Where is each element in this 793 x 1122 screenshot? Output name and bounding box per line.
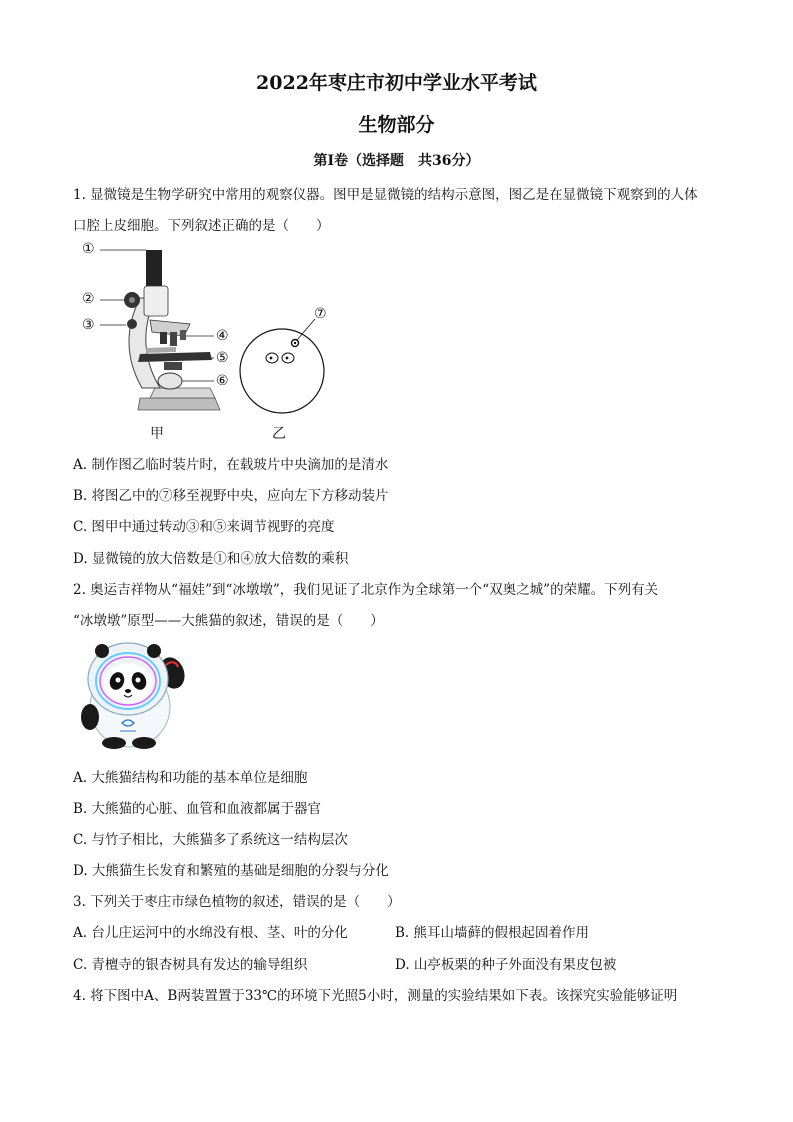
q1-stem-line2: 口腔上皮细胞。下列叙述正确的是（ ） (73, 218, 330, 234)
q2-option-c: C. 与竹子相比，大熊猫多了系统这一结构层次 (73, 832, 348, 848)
q2-option-b: B. 大熊猫的心脏、血管和血液都属于器官 (73, 801, 322, 817)
label-5: ⑤ (216, 350, 229, 366)
caption-yi: 乙 (272, 426, 286, 442)
label-7: ⑦ (314, 306, 327, 322)
q1-stem-line1: 1. 显微镜是生物学研究中常用的观察仪器。图甲是显微镜的结构示意图，图乙是在显微镜下观察到的人体 (73, 187, 698, 203)
q2-option-d: D. 大熊猫生长发育和繁殖的基础是细胞的分裂与分化 (73, 863, 389, 879)
label-6: ⑥ (216, 373, 229, 389)
caption-jia: 甲 (150, 426, 164, 442)
q3-option-d: D. 山亭板栗的种子外面没有果皮包被 (395, 957, 617, 973)
q1-option-c: C. 图甲中通过转动③和⑤来调节视野的亮度 (73, 519, 335, 535)
q3-option-b: B. 熊耳山墙藓的假根起固着作用 (395, 925, 590, 941)
section-title: 第Ⅰ卷（选择题 共36分） (313, 153, 480, 169)
label-1: ① (82, 241, 95, 257)
q2-option-a: A. 大熊猫结构和功能的基本单位是细胞 (73, 770, 308, 786)
q1-option-b: B. 将图乙中的⑦移至视野中央，应向左下方移动装片 (73, 488, 389, 504)
label-2: ② (82, 291, 95, 307)
label-4: ④ (216, 328, 229, 344)
subject-title: 生物部分 (358, 114, 435, 136)
q3-option-a: A. 台儿庄运河中的水绵没有根、茎、叶的分化 (73, 925, 348, 941)
q2-stem-line2: “冰墩墩”原型——大熊猫的叙述，错误的是（ ） (73, 613, 384, 629)
exam-title: 2022年枣庄市初中学业水平考试 (256, 72, 537, 94)
q4-stem: 4. 将下图中A、B两装置置于33℃的环境下光照5小时，测量的实验结果如下表。该探究实验能够证明 (73, 988, 678, 1004)
q3-option-c: C. 青檀寺的银杏树具有发达的输导组织 (73, 957, 308, 973)
q3-stem: 3. 下列关于枣庄市绿色植物的叙述，错误的是（ ） (73, 894, 401, 910)
mascot-image (70, 635, 192, 750)
q2-stem-line1: 2. 奥运吉祥物从“福娃”到“冰墩墩”，我们见证了北京作为全球第一个“双奥之城”的荣耀。下列有关 (73, 582, 659, 598)
q1-option-d: D. 显微镜的放大倍数是①和④放大倍数的乘积 (73, 551, 349, 567)
q1-option-a: A. 制作图乙临时装片时，在载玻片中央滴加的是清水 (73, 457, 389, 473)
label-3: ③ (82, 317, 95, 333)
